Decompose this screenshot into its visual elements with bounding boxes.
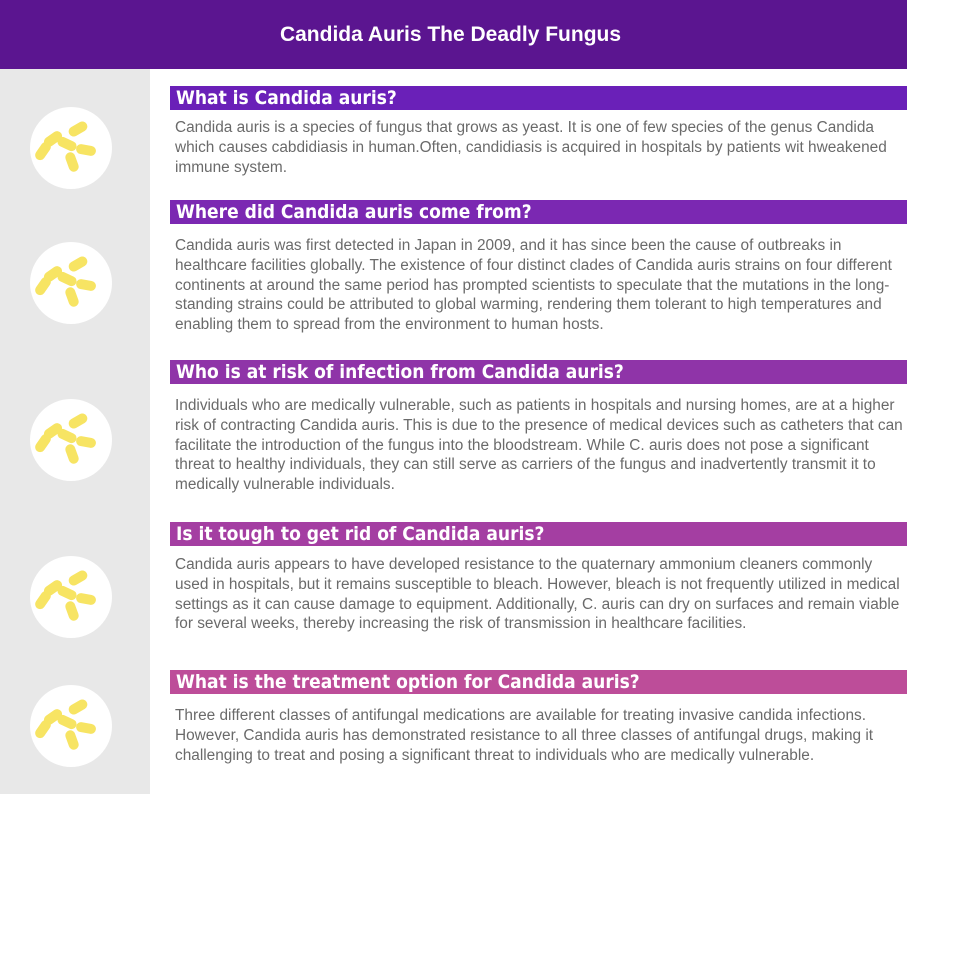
section-heading-treatment: What is the treatment option for Candida auris? <box>170 670 907 694</box>
section-heading-removal: Is it tough to get rid of Candida auris? <box>170 522 907 546</box>
yeast-cell <box>64 443 80 465</box>
yeast-cell <box>67 120 89 139</box>
section-heading-risk: Who is at risk of infection from Candida auris? <box>170 360 907 384</box>
yeast-cell <box>75 721 96 734</box>
yeast-cell <box>75 278 96 291</box>
section-body-origin: Candida auris was first detected in Japan in 2009, and it has since been the cause of outbreaks in healthcare facilities globally. The existence of four distinct clades of Candida auris strains on four different continents at around the same period has prompted scientists to speculate that the mutations in the long-standing strains could be attributed to global warming, rendering them tolerant to high temperatures and enabling them to spread from the environment to human hosts. <box>175 237 892 334</box>
yeast-cell <box>64 600 80 622</box>
yeast-cell <box>75 435 96 448</box>
yeast-cell <box>64 729 80 751</box>
yeast-cell <box>67 412 89 431</box>
yeast-cells-icon <box>30 685 112 767</box>
page-title: Candida Auris The Deadly Fungus <box>279 22 622 46</box>
yeast-cell <box>67 255 89 274</box>
yeast-cells-icon <box>30 556 112 638</box>
section-body-risk: Individuals who are medically vulnerable, such as patients in hospitals and nursing homes, are at a higher risk of contracting Candida auris. This is due to the presence of medical devices such as catheters that can facilitate the introduction of the fungus into the bloodstream. While C. auris does not pose a significant threat to healthy individuals, they can still serve as carriers of the fungus and inadvertently transmit it to medically vulnerable individuals. <box>175 397 903 494</box>
yeast-cell <box>75 592 96 605</box>
yeast-cells-icon <box>30 107 112 189</box>
yeast-cell <box>64 286 80 308</box>
section-body-removal: Candida auris appears to have developed resistance to the quaternary ammonium cleaners commonly used in hospitals, but it remains susceptible to bleach. However, bleach is not frequently utilized in medical settings as it can cause damage to equipment. Additionally, C. auris can dry on surfaces and remain viable for several weeks, thereby increasing the risk of transmission in healthcare facilities. <box>175 556 900 633</box>
section-heading-origin: Where did Candida auris come from? <box>170 200 907 224</box>
yeast-cell <box>67 569 89 588</box>
yeast-cell <box>75 143 96 156</box>
section-body-what-is: Candida auris is a species of fungus that grows as yeast. It is one of few species of the genus Candida which causes cabdidiasis in human.Often, candidiasis is acquired in hospitals by patients wit hweakened immune system. <box>175 119 887 176</box>
yeast-cells-icon <box>30 399 112 481</box>
yeast-cells-icon <box>30 242 112 324</box>
section-body-treatment: Three different classes of antifungal medications are available for treating invasive candida infections. However, Candida auris has demonstrated resistance to all three classes of antifungal drugs, making it challenging to treat and posing a significant threat to individuals who are medically vulnerable. <box>175 707 874 764</box>
header-bar <box>0 0 907 69</box>
section-heading-what-is: What is Candida auris? <box>170 86 907 110</box>
yeast-cell <box>67 698 89 717</box>
yeast-cell <box>64 151 80 173</box>
